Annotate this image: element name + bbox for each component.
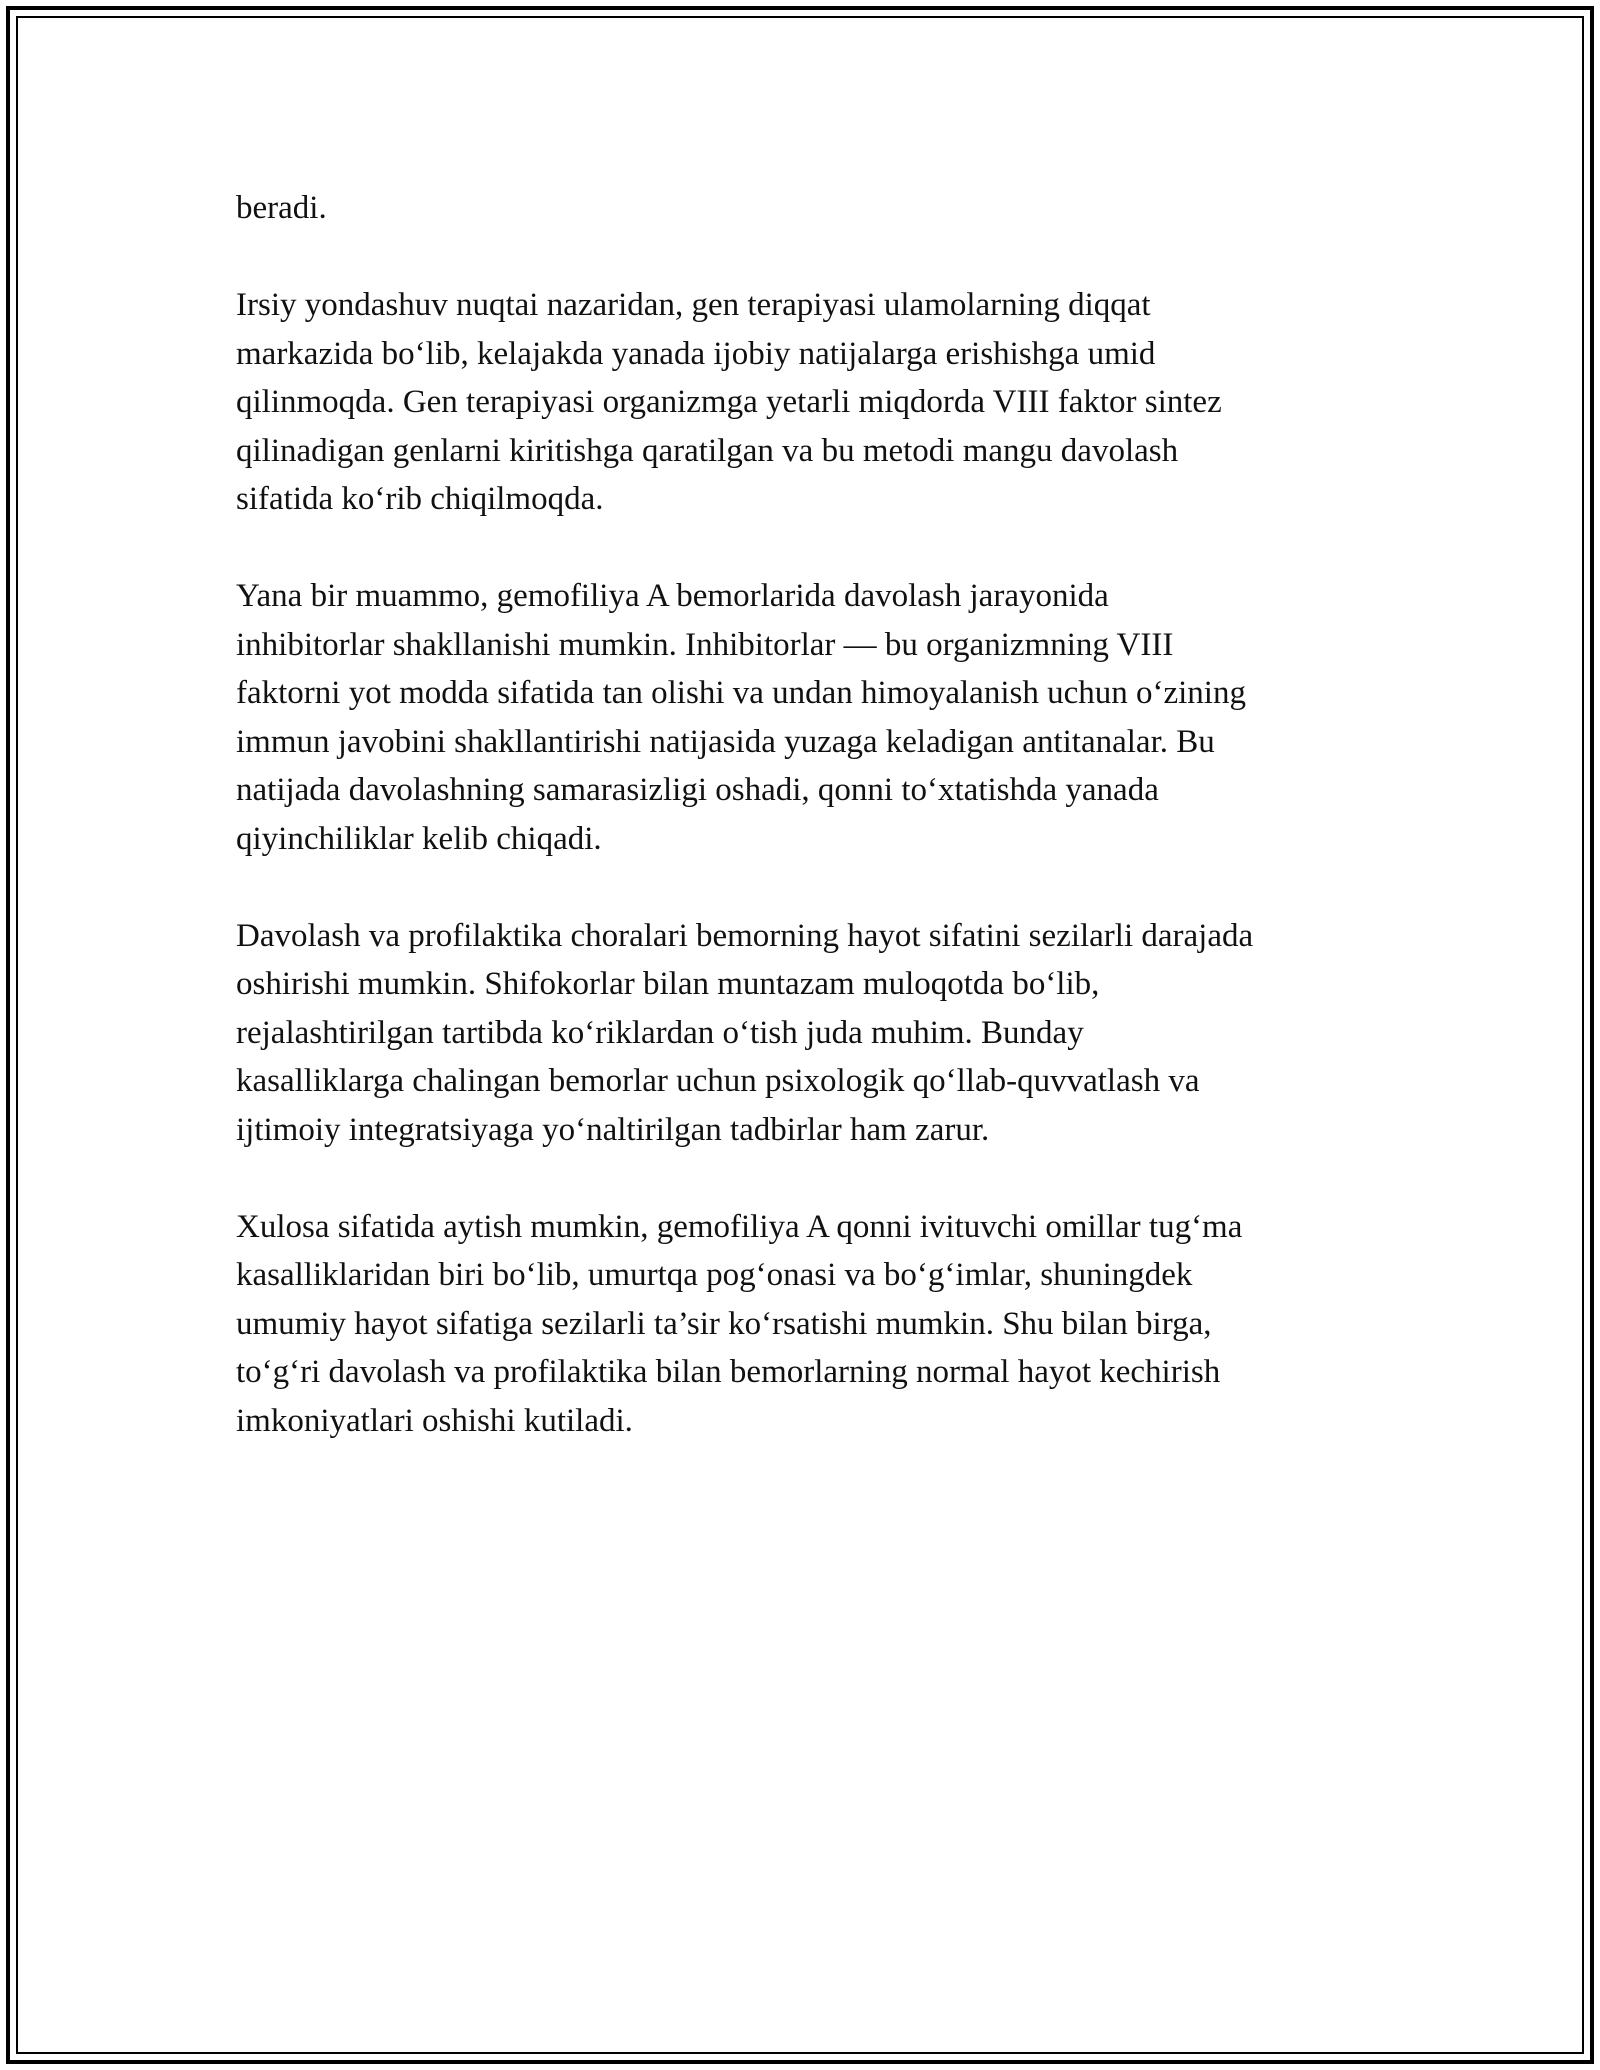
paragraph-conclusion: Xulosa sifatida aytish mumkin, gemofiliya A qonni ivituvchi omillar tug‘ma kasalliklaridan biri bo‘lib, umurtqa pog‘onasi va bo‘g‘imlar, shuningdek umumiy hayot sifatiga sezilarli ta’sir ko‘rsatishi mumkin. Shu bilan birga, to‘g‘ri davolash va profilaktika bilan bemorlarning normal hayot kechirish imkoniyatlari oshishi kutiladi. (236, 1208, 1243, 1439)
paragraph-continuation: beradi. (236, 190, 327, 226)
document-body (236, 184, 1396, 1494)
paragraph-inhibitors: Yana bir muammo, gemofiliya A bemorlarida davolash jarayonida inhibitorlar shakllanishi mumkin. Inhibitorlar — bu organizmning VIII faktorni yot modda sifatida tan olishi va undan himoyalanish uchun o‘zining immun javobini shakllantirishi natijasida yuzaga keladigan antitanalar. Bu natijada davolashning samarasizligi oshadi, qonni to‘xtatishda yanada qiyinchiliklar kelib chiqadi. (236, 578, 1246, 857)
paragraph-treatment-prevention: Davolash va profilaktika choralari bemorning hayot sifatini sezilarli darajada oshirishi mumkin. Shifokorlar bilan muntazam muloqotda bo‘lib, rejalashtirilgan tartibda ko‘riklardan o‘tish juda muhim. Bunday kasalliklarga chalingan bemorlar uchun psixologik qo‘llab-quvvatlash va ijtimoiy integratsiyaga yo‘naltirilgan tadbirlar ham zarur. (236, 917, 1254, 1148)
paragraph-gene-therapy: Irsiy yondashuv nuqtai nazaridan, gen terapiyasi ulamolarning diqqat markazida bo‘lib, kelajakda yanada ijobiy natijalarga erishishga umid qilinmoqda. Gen terapiyasi organizmga yetarli miqdorda VIII faktor sintez qilinadigan genlarni kiritishga qaratilgan va bu metodi mangu davolash sifatida ko‘rib chiqilmoqda. (236, 287, 1222, 517)
